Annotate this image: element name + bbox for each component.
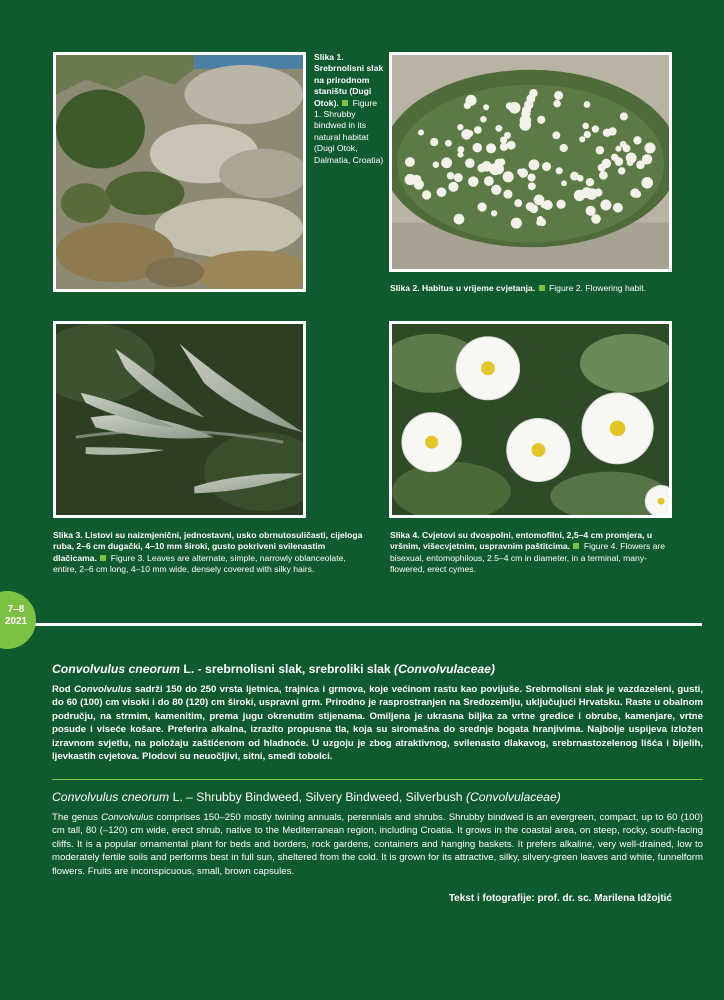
bloom bbox=[492, 163, 504, 175]
bloom bbox=[477, 164, 486, 173]
bloom bbox=[584, 131, 591, 138]
bloom bbox=[584, 101, 591, 108]
bloom bbox=[596, 146, 605, 154]
bloom bbox=[633, 136, 641, 144]
bloom bbox=[642, 154, 652, 164]
bloom bbox=[448, 182, 458, 192]
photo-flowers bbox=[389, 321, 672, 518]
page-number-badge bbox=[0, 591, 36, 649]
bloom bbox=[474, 126, 482, 134]
family-name: (Convolvulaceae) bbox=[465, 790, 561, 804]
bloom bbox=[454, 214, 465, 225]
bloom bbox=[586, 178, 595, 186]
bloom bbox=[500, 143, 508, 151]
bloom bbox=[620, 112, 628, 120]
photo-leaves bbox=[53, 321, 306, 518]
green-square-icon bbox=[573, 543, 579, 549]
english-description bbox=[52, 811, 703, 878]
bloom bbox=[529, 89, 538, 97]
bloom bbox=[582, 123, 589, 130]
bloom bbox=[445, 140, 452, 147]
species-name: Convolvulus cneorum bbox=[52, 790, 170, 804]
green-square-icon bbox=[539, 285, 545, 291]
bloom bbox=[620, 141, 627, 148]
bloom bbox=[528, 182, 536, 190]
figure-4-caption-en: Figure 4. Flowers are bisexual, entomophilous, 2.5–4 cm in diameter, in a terminal, many-flowered, erect cymes. bbox=[390, 541, 666, 575]
bloom bbox=[447, 172, 455, 179]
figure-4-caption bbox=[390, 530, 672, 576]
bloom bbox=[504, 132, 511, 139]
figure-3-caption-hr: Slika 3. Listovi su naizmjenični, jednostavni, usko obrnutosuličasti, cijeloga ruba, 2–6 cm dugački, 4–10 mm široki, gusto pokriveni svilenastim dlačicama. bbox=[53, 530, 363, 563]
bloom bbox=[422, 190, 431, 199]
bloom bbox=[433, 161, 440, 168]
bloom bbox=[484, 176, 494, 186]
bloom bbox=[627, 160, 634, 167]
bloom bbox=[600, 199, 611, 210]
bloom bbox=[574, 190, 585, 201]
genus-prefix: Rod bbox=[52, 684, 74, 695]
flower-center bbox=[425, 436, 438, 449]
family-name: (Convolvulaceae) bbox=[394, 662, 495, 676]
figure-1-caption bbox=[314, 52, 386, 166]
bloom bbox=[541, 202, 547, 208]
bloom bbox=[608, 127, 616, 135]
bloom bbox=[537, 116, 545, 124]
bloom bbox=[405, 157, 415, 167]
bloom bbox=[553, 100, 561, 107]
croatian-title bbox=[52, 662, 704, 677]
genus-name: Convolvulus bbox=[73, 684, 132, 695]
bloom bbox=[526, 202, 535, 211]
figure-1-caption-en: Figure 1. Shrubby bindwed in its natural habitat (Dugi Otok, Dalmatia, Croatia) bbox=[314, 97, 384, 165]
bloom bbox=[528, 173, 536, 181]
bloom bbox=[634, 191, 641, 198]
common-names: L. - srebrnolisni slak, srebroliki slak bbox=[180, 662, 395, 676]
bloom bbox=[473, 143, 482, 152]
bloom bbox=[503, 190, 512, 199]
page-year: 2021 bbox=[4, 616, 28, 627]
bloom bbox=[577, 175, 584, 182]
figure-3-caption-en: Figure 3. Leaves are alternate, simple, narrowly oblanceolate, entire, 2–6 cm long, 4–10 mm wide, densely covered with silky hairs. bbox=[53, 552, 346, 575]
bloom bbox=[430, 138, 438, 146]
flower-center bbox=[610, 421, 626, 437]
bloom bbox=[615, 146, 621, 152]
bloom bbox=[618, 167, 626, 174]
bloom bbox=[644, 142, 655, 153]
bloom bbox=[495, 125, 502, 132]
bloom bbox=[514, 199, 522, 207]
bloom bbox=[602, 159, 611, 168]
bloom bbox=[561, 180, 567, 186]
bloom bbox=[556, 200, 565, 209]
section-divider bbox=[30, 623, 702, 626]
bloom bbox=[614, 157, 623, 166]
flower-center bbox=[531, 443, 545, 457]
bloom bbox=[538, 218, 546, 226]
bloom bbox=[594, 188, 602, 196]
photo-natural-habitat bbox=[53, 52, 306, 292]
bloom bbox=[579, 136, 585, 142]
author-credit: Tekst i fotografije: prof. dr. sc. Marilena Idžojtić bbox=[448, 893, 672, 904]
english-title bbox=[52, 790, 704, 805]
croatian-description bbox=[52, 683, 703, 763]
photo-flowering-habit bbox=[389, 52, 672, 272]
bloom bbox=[457, 152, 463, 158]
figure-1-caption-hr: Slika 1. Srebrnolisni slak na prirodnom staništu (Dugi Otok). bbox=[314, 52, 384, 108]
bloom bbox=[468, 176, 478, 186]
figure-2-caption-en: Figure 2. Flowering habit. bbox=[549, 283, 646, 293]
bloom bbox=[522, 105, 531, 114]
bloom bbox=[560, 144, 568, 152]
bloom bbox=[509, 102, 521, 114]
bloom bbox=[414, 179, 424, 189]
bloom bbox=[517, 169, 523, 175]
bloom bbox=[441, 157, 452, 168]
flower-center bbox=[658, 498, 665, 505]
figure-4-caption-hr: Slika 4. Cvjetovi su dvospolni, entomofilni, 2,5–4 cm promjera, u vršnim, višecvjetnim, uspravnim paštitcima. bbox=[390, 530, 653, 552]
bloom bbox=[437, 187, 447, 197]
bloom bbox=[592, 125, 599, 132]
green-square-icon bbox=[342, 100, 348, 106]
green-square-icon bbox=[100, 555, 106, 561]
bloom bbox=[641, 177, 653, 189]
croatian-body: sadrži 150 do 250 vrsta ljetnica, trajnica i grmova, koje većinom rastu kao povijuše. Srebrnolisni slak je vazdazeleni, gusti, do 60 (100) cm visoki i do 80 (120) cm široki, uspravni grm. Prirodno je rasprostranjen na Sredozemlju, uključujući Hrvatsku. Raste u obalnom području, na strmim, kamenitim, prema jugu okrenutim stijenama. Omiljena je ukrasna biljka za vrtne gredice i obrube, kamenjare, vrtne posude i viseće košare. Preferira alkalna, izrazito propusna tla, koja su siromašna do srednje bogata hranjivima. Najbolje uspijeva izložen izravnom svjetlu, na položaju zaštićenom od hladnoće. U uzgoju je zbog atraktivnog, svilenasto dlakavog, srebrnastozelenog lišća i bijelih, ljevkastih cvjetova. Plodovi su neuočljivi, sitni, smeđi tobolci. bbox=[52, 684, 703, 763]
page-range: 7–8 bbox=[7, 604, 25, 615]
bloom bbox=[554, 91, 563, 100]
bloom bbox=[613, 203, 623, 213]
bloom bbox=[457, 124, 463, 130]
bloom bbox=[503, 171, 514, 182]
figure-2-caption-hr: Slika 2. Habitus u vrijeme cvjetanja. bbox=[390, 283, 536, 293]
genus-prefix: The genus bbox=[52, 812, 102, 823]
bloom bbox=[591, 214, 601, 224]
bloom bbox=[483, 104, 489, 110]
bloom bbox=[552, 131, 560, 139]
genus-name: Convolvulus bbox=[101, 812, 154, 823]
bloom bbox=[491, 210, 497, 216]
english-body: comprises 150–250 mostly twining annuals, perennials and shrubs. Shrubby bindwed is an evergreen, compact, up to 60 (100) cm tall, 80 (–120) cm wide, erect shrub, native to the Mediterranean region, including Croatia. It grows in the coastal area, on steep, rocky, south-facing cliffs. It is a popular ornamental plant for beds and borders, rock gardens, containers and hanging baskets. It prefers alkaline, very well-drained, low to moderately fertile soils and performs best in full sun, sheltered from the cold. It is grown for its attractive, silky, silvery-green leaves and white, funnelform flowers. Fruits are inconspicuous, small, brown capsules. bbox=[52, 812, 703, 877]
figure-3-caption bbox=[53, 530, 363, 576]
bloom bbox=[477, 202, 486, 211]
bloom bbox=[418, 129, 424, 135]
bloom bbox=[454, 173, 463, 182]
bloom bbox=[586, 206, 596, 216]
bloom bbox=[529, 159, 540, 170]
bloom bbox=[467, 130, 474, 137]
bloom bbox=[556, 167, 563, 174]
flower-center bbox=[481, 361, 495, 375]
language-divider bbox=[52, 779, 703, 780]
common-names: L. – Shrubby Bindweed, Silvery Bindweed, Silverbush bbox=[169, 790, 466, 804]
bloom bbox=[486, 143, 496, 153]
bloom bbox=[491, 185, 501, 195]
bloom bbox=[466, 95, 477, 106]
figure-2-caption bbox=[390, 283, 690, 294]
bloom bbox=[507, 141, 516, 150]
species-name: Convolvulus cneorum bbox=[52, 662, 180, 676]
bloom bbox=[465, 158, 475, 168]
bloom bbox=[599, 171, 608, 180]
bloom bbox=[480, 116, 487, 123]
bloom bbox=[511, 218, 522, 229]
bloom bbox=[542, 162, 551, 171]
